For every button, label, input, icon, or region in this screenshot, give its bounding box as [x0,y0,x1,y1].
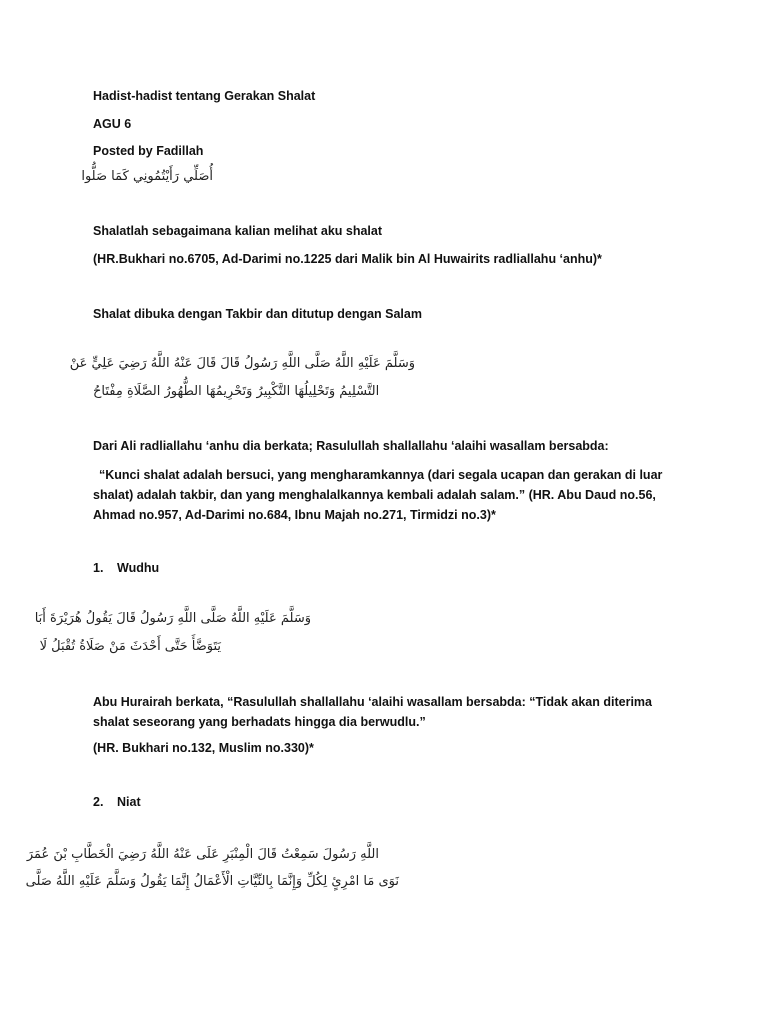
doc-author: Posted by Fadillah [93,144,204,158]
list-item-number: 2. [93,795,104,809]
takbir-intro-line: Dari Ali radliallahu ‘anhu dia berkata; Rasulullah shallallahu ‘alaihi wasallam bersabda: [93,439,609,453]
list-item-label: Wudhu [117,561,160,575]
wudhu-arabic-line1: وَسَلَّمَ عَلَيْهِ اللَّهُ صَلَّى اللَّهِ رَسُولُ قَالَ يَقُولُ هُرَيْرَةَ أَبَا [34,611,311,626]
list-item-number: 1. [93,561,104,575]
list-item-niat [93,794,141,810]
takbir-quote: “Kunci shalat adalah bersuci, yang mengharamkannya (dari segala ucapan dan gerakan di luar shalat) adalah takbir, dan yang menghalalkannya kembali adalah salam.” (HR. Abu Daud no.56, Ahmad no.957, Ad-Darimi no.684, Ibnu Majah no.271, Tirmidzi no.3)* [93,468,663,522]
list-item-wudhu [93,560,159,576]
list-item-label: Niat [117,795,141,809]
doc-date: AGU 6 [93,117,132,131]
doc-title: Hadist-hadist tentang Gerakan Shalat [93,89,316,103]
wudhu-translation: Abu Hurairah berkata, “Rasulullah shallallahu ‘alaihi wasallam bersabda: “Tidak akan diterima shalat seseorang yang berhadats hingga dia berwudlu.” [93,695,652,729]
takbir-arabic-line1: وَسَلَّمَ عَلَيْهِ اللَّهُ صَلَّى اللَّهِ رَسُولُ قَالَ قَالَ عَنْهُ اللَّهُ رَضِيَ عَلِيٍّ عَنْ [69,356,415,371]
section-heading: Shalat dibuka dengan Takbir dan ditutup dengan Salam [93,307,422,321]
takbir-arabic-line2: التَّسْلِيمُ وَتَحْلِيلُهَا التَّكْبِيرُ وَتَحْرِيمُهَا الطُّهُورُ الصَّلَاةِ مِفْتَاحُ [93,384,380,399]
wudhu-arabic-line2: يَتَوَضَّأَ حَتَّى أَحْدَثَ مَنْ صَلَاةُ تُقْبَلُ لَا [39,639,221,654]
niat-arabic-line1: اللَّهِ رَسُولَ سَمِعْتُ قَالَ الْمِنْبَرِ عَلَى عَنْهُ اللَّهُ رَضِيَ الْخَطَّابِ بْنَ عُمَرَ [26,847,379,862]
intro-reference: (HR.Bukhari no.6705, Ad-Darimi no.1225 dari Malik bin Al Huwairits radliallahu ‘anhu)* [93,252,602,266]
intro-arabic: أُصَلِّي رَأَيْتُمُونِي كَمَا صَلُّوا [81,169,213,184]
niat-arabic-line2: نَوَى مَا امْرِئٍ لِكُلِّ وَإِنَّمَا بِالنِّيَّاتِ الْأَعْمَالُ إِنَّمَا يَقُولُ وَسَلَّمَ عَلَيْهِ اللَّهُ صَلَّى [25,874,399,889]
wudhu-reference: (HR. Bukhari no.132, Muslim no.330)* [93,741,314,755]
intro-translation: Shalatlah sebagaimana kalian melihat aku shalat [93,224,383,238]
